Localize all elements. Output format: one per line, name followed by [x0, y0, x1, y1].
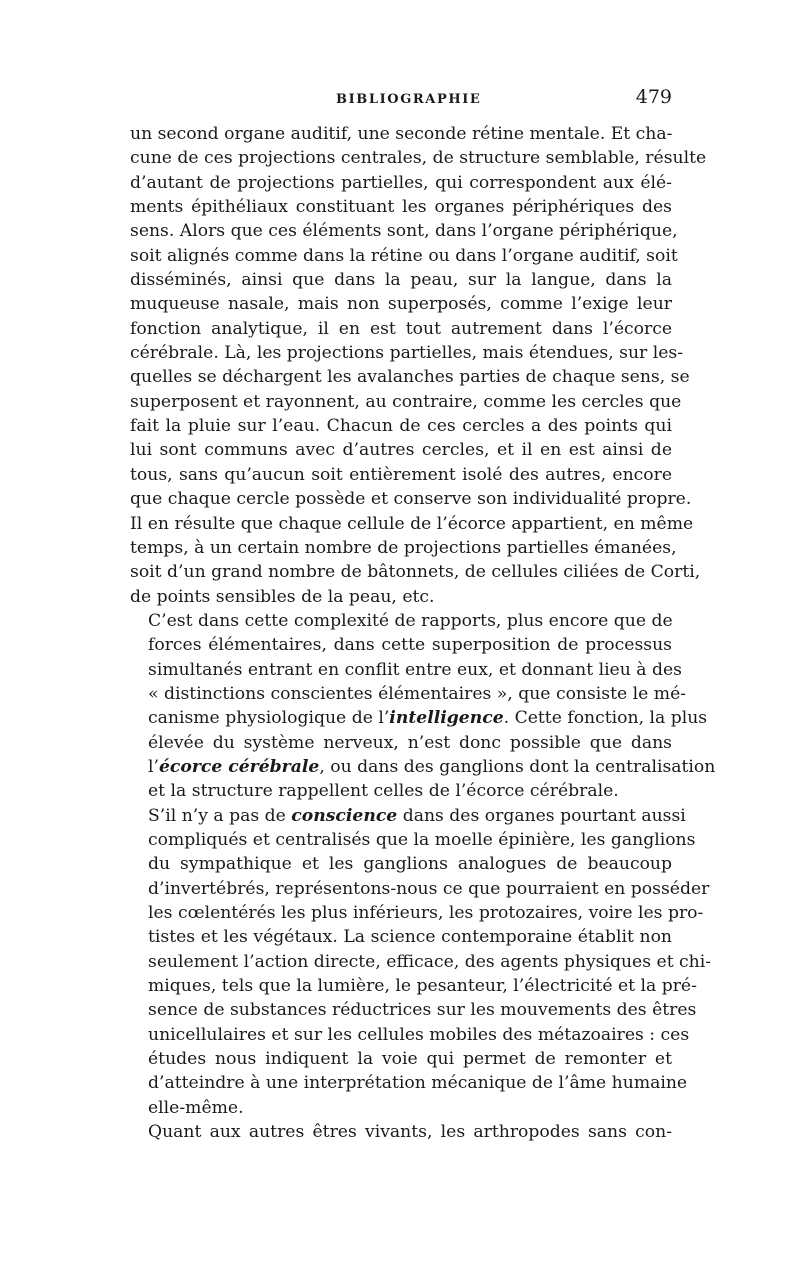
emphasized-term: intelligence — [389, 708, 504, 729]
text-line: cérébrale. Là, les projections partielles, mais étendues, sur les- — [130, 343, 684, 364]
running-title: BIBLIOGRAPHIE — [336, 92, 482, 107]
text-line: forces élémentaires, dans cette superposition de processus — [148, 635, 672, 656]
text-line: cune de ces projections centrales, de structure semblable, résulte — [130, 148, 707, 169]
text-line: S’il n’y a pas de conscience dans des organes pourtant aussi — [148, 805, 686, 826]
paragraph-2 — [130, 609, 716, 804]
text-line: miques, tels que la lumière, le pesanteur, l’électricité et la pré- — [148, 976, 697, 997]
text-line: « distinctions conscientes élémentaires », que consiste le mé- — [148, 683, 687, 704]
text-line: soit d’un grand nombre de bâtonnets, de cellules ciliées de Corti, — [130, 562, 701, 583]
text-line: elle-même. — [148, 1097, 244, 1118]
text-line: d’autant de projections partielles, qui correspondent aux élé- — [130, 172, 672, 193]
text-line: seulement l’action directe, efficace, des agents physiques et chi- — [148, 951, 712, 972]
running-header — [130, 88, 672, 122]
text-line: muqueuse nasale, mais non superposés, comme l’exige leur — [130, 294, 672, 315]
text-line: études nous indiquent la voie qui permet de remonter et — [148, 1049, 672, 1070]
text-line: Il en résulte que chaque cellule de l’écorce appartient, en même — [130, 513, 694, 534]
text-line: d’atteindre à une interprétation mécanique de l’âme humaine — [148, 1073, 688, 1094]
text-line: sens. Alors que ces éléments sont, dans l’organe périphérique, — [130, 221, 678, 242]
text-line: fait la pluie sur l’eau. Chacun de ces cercles a des points qui — [130, 416, 672, 437]
text-line: simultanés entrant en conflit entre eux, et donnant lieu à des — [148, 659, 682, 680]
text-line: fonction analytique, il en est tout autrement dans l’écorce — [130, 318, 672, 339]
text-line: Quant aux autres êtres vivants, les arthropodes sans con- — [148, 1122, 672, 1143]
text-line: les cœlentérés les plus inférieurs, les protozaires, voire les pro- — [148, 903, 704, 923]
text-line: tistes et les végétaux. La science contemporaine établit non — [148, 927, 672, 948]
body-text — [130, 122, 716, 1144]
text-line: sence de substances réductrices sur les mouvements des êtres — [148, 1000, 697, 1021]
text-line: l’écorce cérébrale, ou dans des ganglions dont la centralisation — [148, 756, 716, 777]
text-line: unicellulaires et sur les cellules mobiles des métazoaires : ces — [148, 1024, 690, 1045]
paragraph-3 — [130, 804, 712, 1120]
text-line: élevée du système nerveux, n’est donc possible que dans — [148, 732, 672, 753]
text-line: de points sensibles de la peau, etc. — [130, 586, 435, 607]
text-line: lui sont communs avec d’autres cercles, et il en est ainsi de — [130, 440, 672, 461]
book-page — [130, 86, 716, 1144]
text-line: quelles se déchargent les avalanches parties de chaque sens, se — [130, 367, 690, 388]
text-line: et la structure rappellent celles de l’écorce cérébrale. — [148, 781, 619, 802]
text-line: du sympathique et les ganglions analogues de beaucoup — [148, 854, 672, 875]
text-line: un second organe auditif, une seconde rétine mentale. Et cha- — [130, 124, 673, 144]
page-number: 479 — [635, 86, 672, 108]
paragraph-1 — [130, 122, 707, 609]
text-line: que chaque cercle possède et conserve son individualité propre. — [130, 489, 692, 510]
text-line: disséminés, ainsi que dans la peau, sur la langue, dans la — [130, 270, 672, 291]
text-line: tous, sans qu’aucun soit entièrement isolé des autres, encore — [130, 464, 672, 485]
emphasized-term: écorce cérébrale — [158, 756, 320, 777]
text-line: temps, à un certain nombre de projections partielles émanées, — [130, 537, 677, 558]
text-line: superposent et rayonnent, au contraire, comme les cercles que — [130, 391, 682, 412]
text-line: soit alignés comme dans la rétine ou dans l’organe auditif, soit — [130, 245, 678, 266]
emphasized-term: conscience — [291, 805, 398, 826]
text-line: compliqués et centralisés que la moelle épinière, les ganglions — [148, 829, 696, 850]
text-line: C’est dans cette complexité de rapports, plus encore que de — [148, 610, 673, 631]
paragraph-4 — [130, 1120, 672, 1144]
text-line: ments épithéliaux constituant les organes périphériques des — [130, 197, 672, 218]
text-line: canisme physiologique de l’intelligence. Cette fonction, la plus — [148, 708, 708, 729]
text-line: d’invertébrés, représentons-nous ce que pourraient en posséder — [148, 878, 710, 899]
